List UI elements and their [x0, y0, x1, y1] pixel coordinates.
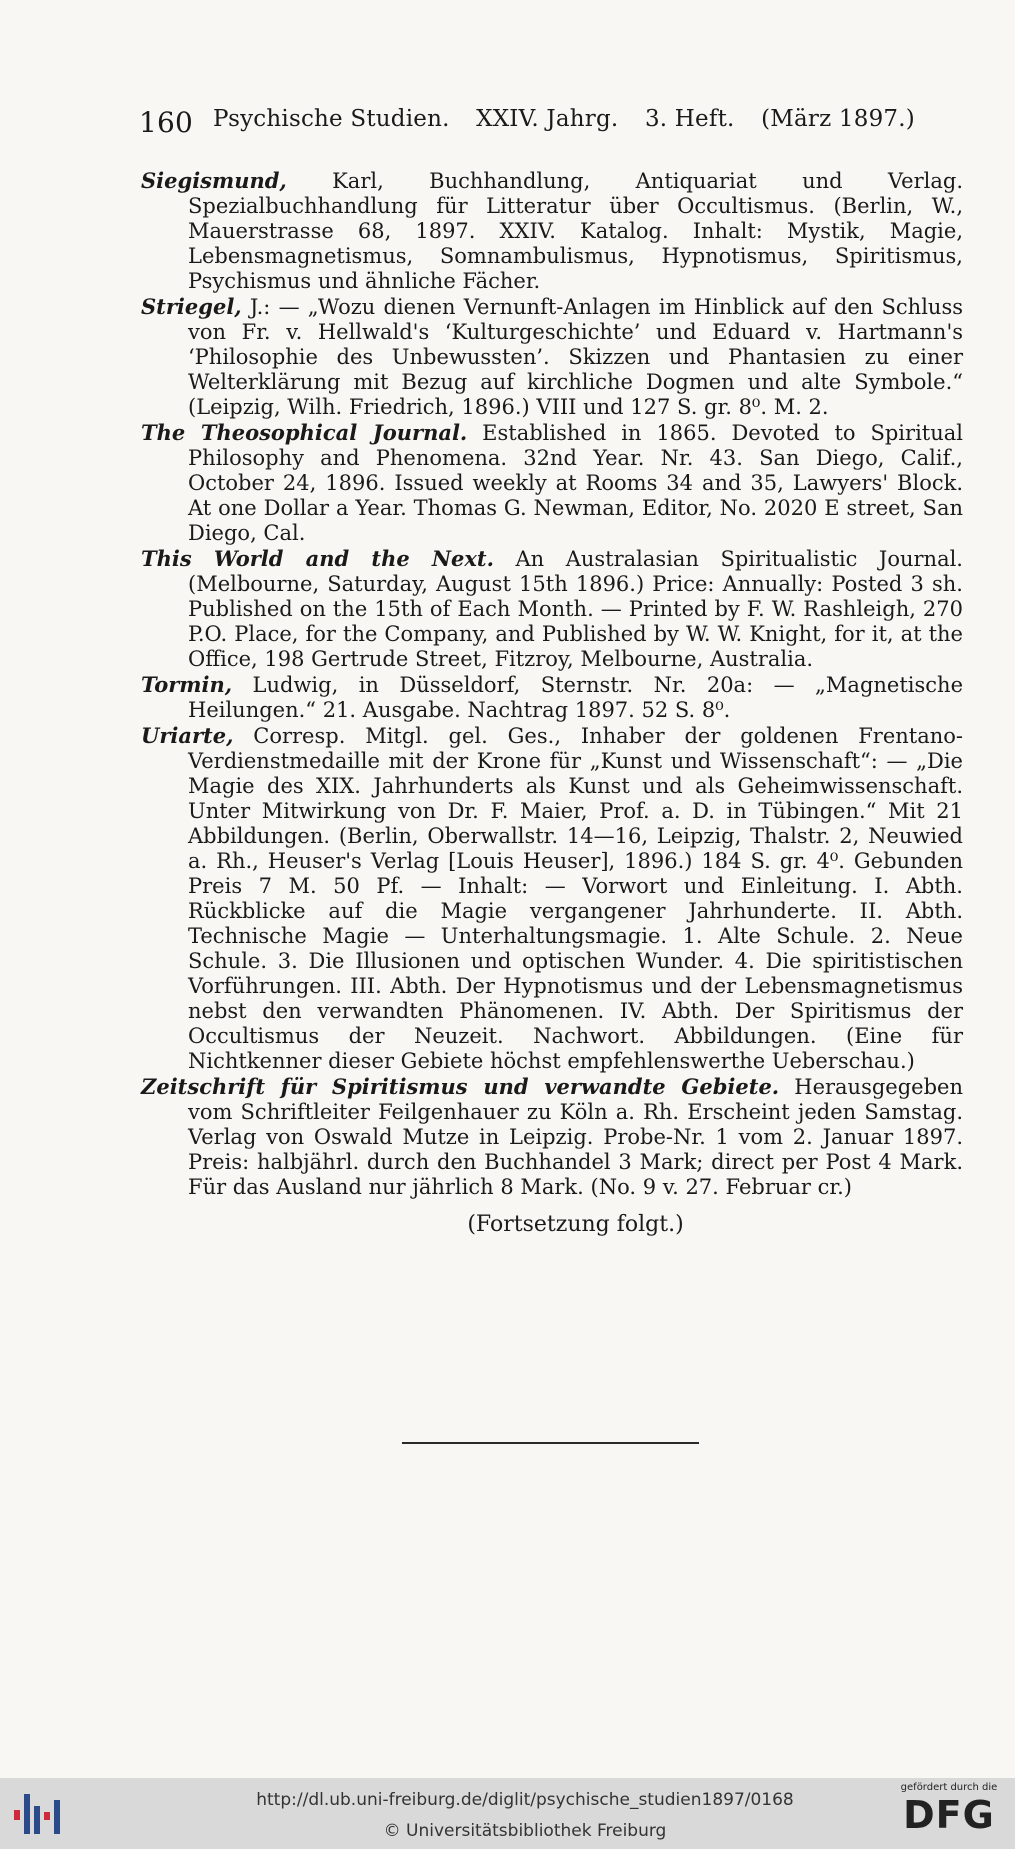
section-divider: [402, 1442, 699, 1444]
continuation-note: (Fortsetzung folgt.): [467, 1212, 684, 1237]
bibliography-entry: [141, 1074, 963, 1200]
issue-date: (März 1897.): [761, 106, 915, 132]
entry-text: Established in 1865. Devoted to Spiritual Philosophy and Phenomena. 32nd Year. Nr. 43. San Diego, Calif., October 24, 1896. Issued weekly at Rooms 34 and 35, Lawyers' Block. At one Dollar a Year. Thomas G. Newman, Editor, No. 2020 E street, San Diego, Cal.: [188, 421, 963, 545]
page-number: 160: [139, 106, 194, 139]
entry-text: Herausgegeben vom Schriftleiter Feilgenhauer zu Köln a. Rh. Erscheint jeden Samstag. Verlag von Oswald Mutze in Leipzig. Probe-Nr. 1 vom 2. Januar 1897. Preis: halbjährl. durch den Buchhandel 3 Mark; direct per Post 4 Mark. Für das Ausland nur jährlich 8 Mark. (No. 9 v. 27. Februar cr.): [188, 1075, 963, 1199]
entry-name: The Theosophical Journal.: [141, 420, 468, 445]
bibliography-entry: [141, 294, 963, 420]
dfg-logo-text: DFG: [903, 1793, 995, 1837]
entry-name: Tormin,: [141, 672, 233, 697]
bibliography-entry: [141, 546, 963, 672]
funding-note: gefördert durch die: [900, 1782, 998, 1793]
entry-name: Striegel,: [141, 294, 242, 319]
entry-text: Karl, Buchhandlung, Antiquariat und Verlag. Spezialbuchhandlung für Litteratur über Occultismus. (Berlin, W., Mauerstrasse 68, 1897. XXIV. Katalog. Inhalt: Mystik, Magie, Lebensmagnetismus, Somnambulismus, Hypnotismus, Spiritismus, Psychismus und ähnliche Fächer.: [188, 169, 963, 293]
entry-name: This World and the Next.: [141, 546, 494, 571]
issue-label: 3. Heft.: [644, 106, 735, 132]
journal-title: Psychische Studien.: [213, 106, 450, 132]
running-title: [213, 106, 915, 139]
running-header: [139, 106, 915, 139]
volume-label: XXIV. Jahrg.: [476, 106, 619, 132]
bibliography-list: [141, 168, 963, 1237]
viewer-footer: [0, 1778, 1015, 1849]
bibliography-entry: [141, 723, 963, 1074]
entry-name: Zeitschrift für Spiritismus und verwandte Gebiete.: [141, 1074, 780, 1099]
university-library-logo-icon: [10, 1788, 66, 1840]
bibliography-entry: [141, 168, 963, 294]
bibliography-entry: [141, 420, 963, 546]
entry-text: Corresp. Mitgl. gel. Ges., Inhaber der goldenen Frentano-Verdienstmedaille mit der Krone für „Kunst und Wissenschaft“: — „Die Magie des XIX. Jahrhunderts als Kunst und als Geheimwissenschaft. Unter Mitwirkung von Dr. F. Maier, Prof. a. D. in Tübingen.“ Mit 21 Abbildungen. (Berlin, Oberwallstr. 14—16, Leipzig, Thalstr. 2, Neuwied a. Rh., Heuser's Verlag [Louis Heuser], 1896.) 184 S. gr. 4⁰. Gebunden Preis 7 M. 50 Pf. — Inhalt: — Vorwort und Einleitung. I. Abth. Rückblicke auf die Magie vergangener Jahrhunderte. II. Abth. Technische Magie — Unterhaltungsmagie. 1. Alte Schule. 2. Neue Schule. 3. Die Illusionen und optischen Wunder. 4. Die spiritistischen Vorführungen. III. Abth. Der Hypnotismus und der Lebensmagnetismus nebst den verwandten Phänomenen. IV. Abth. Der Spiritismus der Occultismus der Neuzeit. Nachwort. Abbildungen. (Eine für Nichtkenner dieser Gebiete höchst empfehlenswerthe Ueberschau.): [188, 724, 963, 1073]
entry-text: J.: — „Wozu dienen Vernunft-Anlagen im Hinblick auf den Schluss von Fr. v. Hellwald's ‘Kulturgeschichte’ und Eduard v. Hartmann's ‘Philosophie des Unbewussten’. Skizzen und Phantasien zu einer Welterklärung mit Bezug auf kirchliche Dogmen und alte Symbole.“ (Leipzig, Wilh. Friedrich, 1896.) VIII und 127 S. gr. 8⁰. M. 2.: [188, 295, 963, 419]
copyright-notice: © Universitätsbibliothek Freiburg: [383, 1821, 667, 1841]
entry-text: Ludwig, in Düsseldorf, Sternstr. Nr. 20a: — „Magnetische Heilungen.“ 21. Ausgabe. Nachtrag 1897. 52 S. 8⁰.: [188, 673, 963, 722]
bibliography-entry: [141, 672, 963, 723]
entry-name: Siegismund,: [141, 168, 287, 193]
dfg-logo: [891, 1782, 1007, 1837]
permalink-url[interactable]: http://dl.ub.uni-freiburg.de/diglit/psychische_studien1897/0168: [256, 1790, 794, 1810]
entry-text: An Australasian Spiritualistic Journal. (Melbourne, Saturday, August 15th 1896.) Price: Annually: Posted 3 sh. Published on the 15th of Each Month. — Printed by F. W. Rashleigh, 270 P.O. Place, for the Company, and Published by W. W. Knight, for it, at the Office, 198 Gertrude Street, Fitzroy, Melbourne, Australia.: [188, 547, 963, 671]
entry-name: Uriarte,: [141, 723, 234, 748]
